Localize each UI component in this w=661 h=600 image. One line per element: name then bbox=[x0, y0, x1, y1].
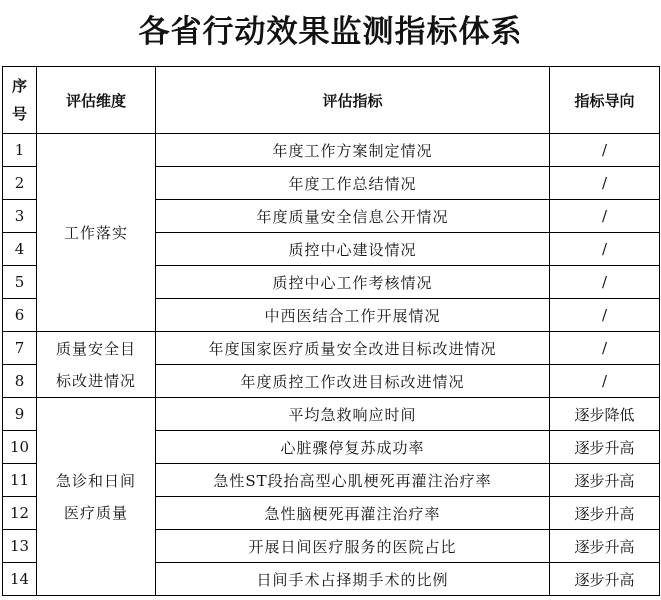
indicator-cell: 开展日间医疗服务的医院占比 bbox=[156, 530, 550, 563]
header-dimension: 评估维度 bbox=[37, 67, 156, 134]
direction-cell: 逐步升高 bbox=[550, 530, 660, 563]
indicator-cell: 质控中心建设情况 bbox=[156, 233, 550, 266]
row-number: 12 bbox=[3, 497, 37, 530]
row-number: 7 bbox=[3, 332, 37, 365]
table-row bbox=[3, 332, 660, 365]
table-header-row bbox=[3, 67, 660, 134]
row-number: 9 bbox=[3, 398, 37, 431]
indicator-cell: 年度工作方案制定情况 bbox=[156, 134, 550, 167]
direction-cell: / bbox=[550, 233, 660, 266]
indicator-cell: 质控中心工作考核情况 bbox=[156, 266, 550, 299]
header-seq-line2: 号 bbox=[11, 105, 27, 123]
indicator-cell: 日间手术占择期手术的比例 bbox=[156, 563, 550, 596]
header-seq bbox=[3, 67, 37, 134]
row-number: 11 bbox=[3, 464, 37, 497]
group-label-line1: 急诊和日间 bbox=[55, 471, 136, 490]
direction-cell: 逐步升高 bbox=[550, 464, 660, 497]
group-emergency-day-care bbox=[37, 398, 156, 596]
direction-cell: / bbox=[550, 332, 660, 365]
group-label-line1: 质量安全目 bbox=[55, 339, 136, 358]
header-indicator: 评估指标 bbox=[156, 67, 550, 134]
indicator-cell: 平均急救响应时间 bbox=[156, 398, 550, 431]
indicator-table bbox=[2, 66, 660, 596]
row-number: 6 bbox=[3, 299, 37, 332]
table-row bbox=[3, 134, 660, 167]
page-title: 各省行动效果监测指标体系 bbox=[138, 14, 523, 50]
group-work-implementation bbox=[37, 134, 156, 332]
group-quality-safety-goals bbox=[37, 332, 156, 398]
direction-cell: 逐步升高 bbox=[550, 431, 660, 464]
direction-cell: / bbox=[550, 266, 660, 299]
header-seq-line1: 序 bbox=[11, 77, 27, 95]
group-label: 工作落实 bbox=[63, 223, 128, 242]
row-number: 14 bbox=[3, 563, 37, 596]
row-number: 10 bbox=[3, 431, 37, 464]
indicator-cell: 年度工作总结情况 bbox=[156, 167, 550, 200]
indicator-cell: 年度质控工作改进目标改进情况 bbox=[156, 365, 550, 398]
direction-cell: 逐步升高 bbox=[550, 563, 660, 596]
row-number: 5 bbox=[3, 266, 37, 299]
group-label-line2: 标改进情况 bbox=[55, 371, 136, 390]
row-number: 2 bbox=[3, 167, 37, 200]
indicator-cell: 年度国家医疗质量安全改进目标改进情况 bbox=[156, 332, 550, 365]
direction-cell: / bbox=[550, 134, 660, 167]
row-number: 8 bbox=[3, 365, 37, 398]
indicator-cell: 急性ST段抬高型心肌梗死再灌注治疗率 bbox=[156, 464, 550, 497]
indicator-cell: 年度质量安全信息公开情况 bbox=[156, 200, 550, 233]
indicator-cell: 心脏骤停复苏成功率 bbox=[156, 431, 550, 464]
indicator-cell: 急性脑梗死再灌注治疗率 bbox=[156, 497, 550, 530]
direction-cell: / bbox=[550, 299, 660, 332]
row-number: 13 bbox=[3, 530, 37, 563]
direction-cell: / bbox=[550, 365, 660, 398]
direction-cell: / bbox=[550, 200, 660, 233]
direction-cell: / bbox=[550, 167, 660, 200]
header-direction: 指标导向 bbox=[550, 67, 660, 134]
direction-cell: 逐步降低 bbox=[550, 398, 660, 431]
row-number: 4 bbox=[3, 233, 37, 266]
group-label-line2: 医疗质量 bbox=[63, 503, 128, 522]
direction-cell: 逐步升高 bbox=[550, 497, 660, 530]
indicator-cell: 中西医结合工作开展情况 bbox=[156, 299, 550, 332]
row-number: 1 bbox=[3, 134, 37, 167]
row-number: 3 bbox=[3, 200, 37, 233]
table-row bbox=[3, 398, 660, 431]
